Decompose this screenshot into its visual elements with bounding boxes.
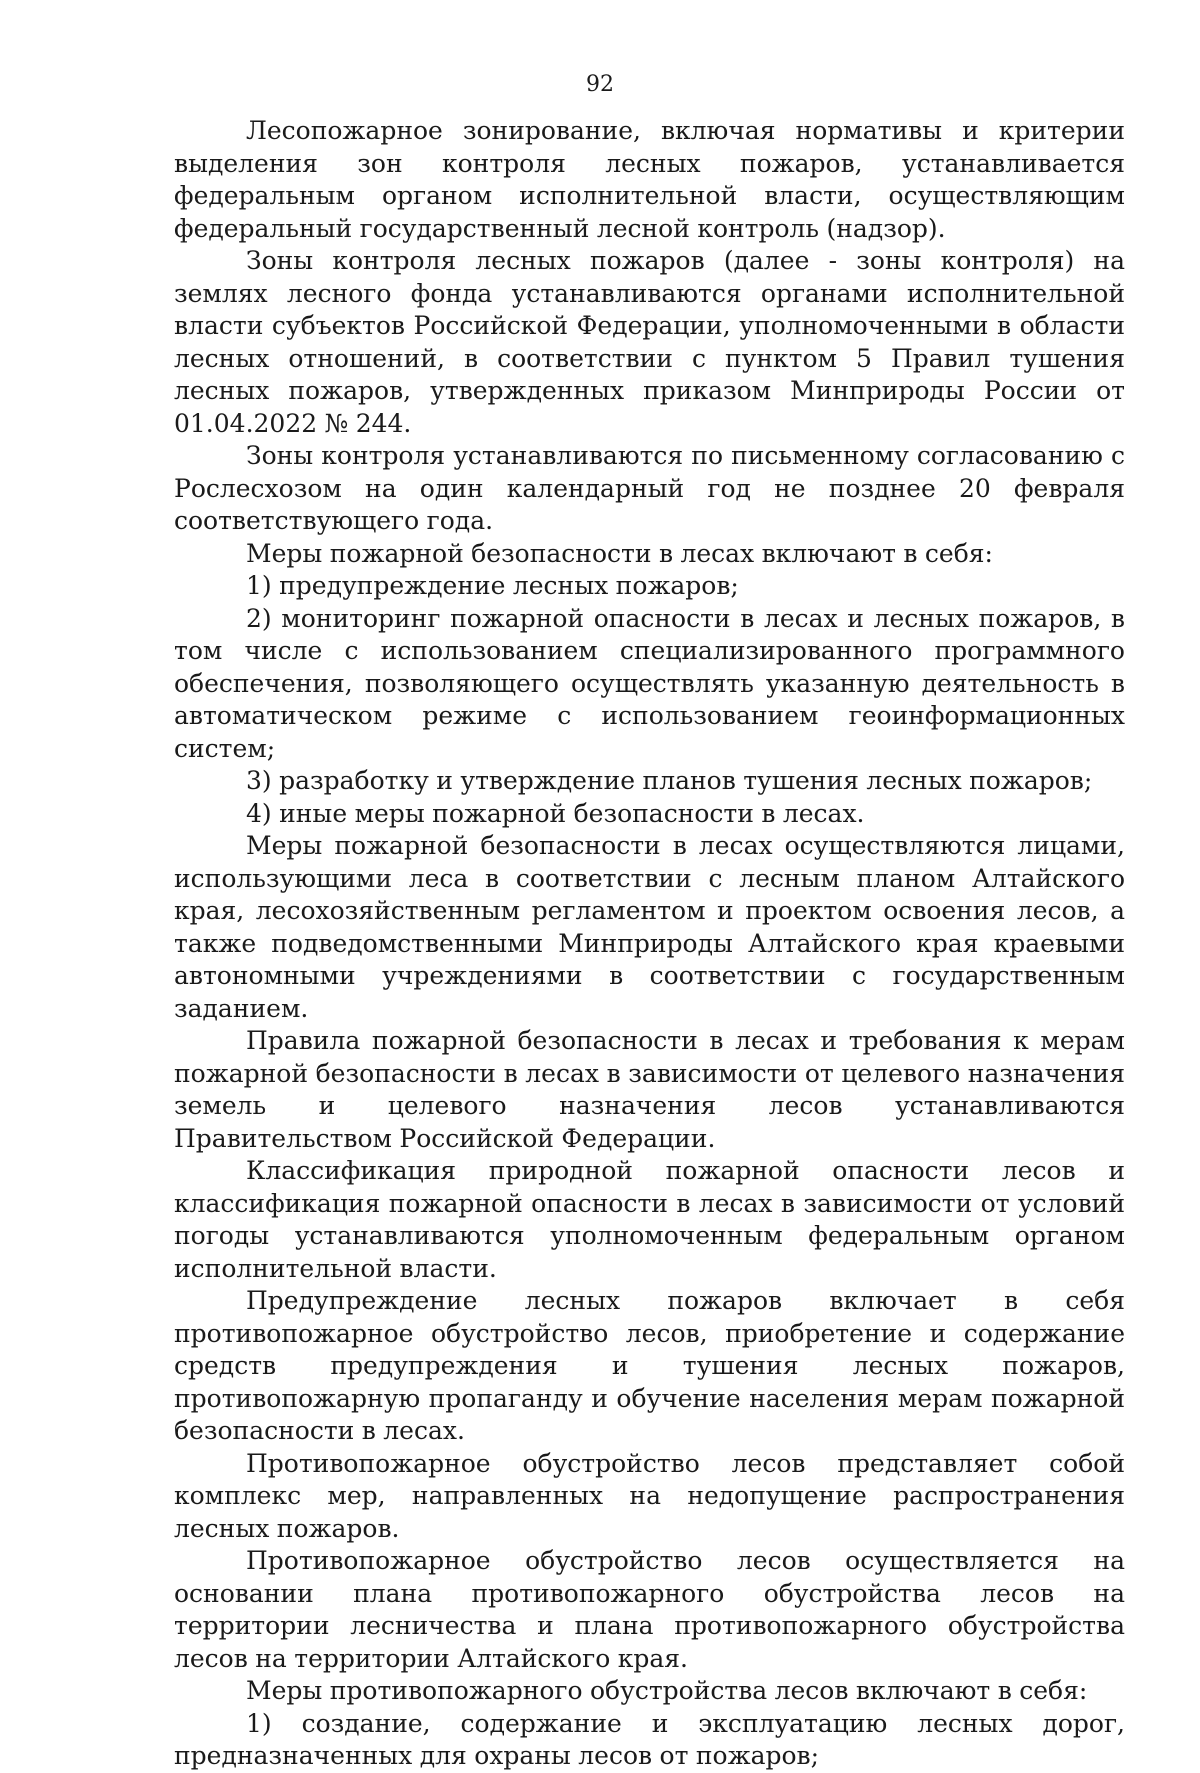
paragraph: Зоны контроля устанавливаются по письменному согласованию с Рослесхозом на один календарный год не позднее 20 февраля соответствующего года. xyxy=(174,441,1125,535)
paragraph: Правила пожарной безопасности в лесах и требования к мерам пожарной безопасности в лесах в зависимости от целевого назначения земель и целевого назначения лесов устанавливаются Правительством Российской Федерации. xyxy=(174,1026,1125,1153)
list-item: 3) разработку и утверждение планов тушения лесных пожаров; xyxy=(246,766,1093,795)
paragraph: Меры пожарной безопасности в лесах осуществляются лицами, использующими леса в соответствии с лесным планом Алтайского края, лесохозяйственным регламентом и проектом освоения лесов, а также подведомственными Минприроды Алтайского края краевыми автономными учреждениями в соответствии с государственным заданием. xyxy=(174,831,1125,1023)
paragraph: Классификация природной пожарной опасности лесов и классификация пожарной опасности в лесах в зависимости от условий погоды устанавливаются уполномоченным федеральным органом исполнительной власти. xyxy=(174,1156,1125,1283)
paragraph: Зоны контроля лесных пожаров (далее - зоны контроля) на землях лесного фонда устанавливаются органами исполнительной власти субъектов Российской Федерации, уполномоченными в области лесных отношений, в соответствии с пунктом 5 Правил тушения лесных пожаров, утвержденных приказом Минприроды России от 01.04.2022 № 244. xyxy=(174,246,1125,438)
page-number: 92 xyxy=(586,72,614,97)
paragraph: Противопожарное обустройство лесов представляет собой комплекс мер, направленных на недопущение распространения лесных пожаров. xyxy=(174,1448,1125,1543)
paragraph: Меры пожарной безопасности в лесах включают в себя: xyxy=(246,538,993,568)
list-item: 1) предупреждение лесных пожаров; xyxy=(246,571,739,600)
list-item: 4) иные меры пожарной безопасности в лесах. xyxy=(246,798,865,828)
paragraph: Предупреждение лесных пожаров включает в себя противопожарное обустройство лесов, приобретение и содержание средств предупреждения и тушения лесных пожаров, противопожарную пропаганду и обучение населения мерам пожарной безопасности в лесах. xyxy=(174,1286,1125,1445)
paragraph: Лесопожарное зонирование, включая нормативы и критерии выделения зон контроля лесных пожаров, устанавливается федеральным органом исполнительной власти, осуществляющим федеральный государственный лесной контроль (надзор). xyxy=(174,116,1125,243)
paragraph: Противопожарное обустройство лесов осуществляется на основании плана противопожарного обустройства лесов на территории лесничества и плана противопожарного обустройства лесов на территории Алтайского края. xyxy=(174,1546,1125,1673)
body-text xyxy=(174,115,1125,1773)
paragraph: Меры противопожарного обустройства лесов включают в себя: xyxy=(246,1676,1088,1705)
list-item: 2) мониторинг пожарной опасности в лесах и лесных пожаров, в том числе с использованием специализированного программного обеспечения, позволяющего осуществлять указанную деятельность в автоматическом режиме с использованием геоинформационных систем; xyxy=(174,603,1125,763)
list-item: 1) создание, содержание и эксплуатацию лесных дорог, предназначенных для охраны лесов от пожаров; xyxy=(174,1708,1125,1770)
